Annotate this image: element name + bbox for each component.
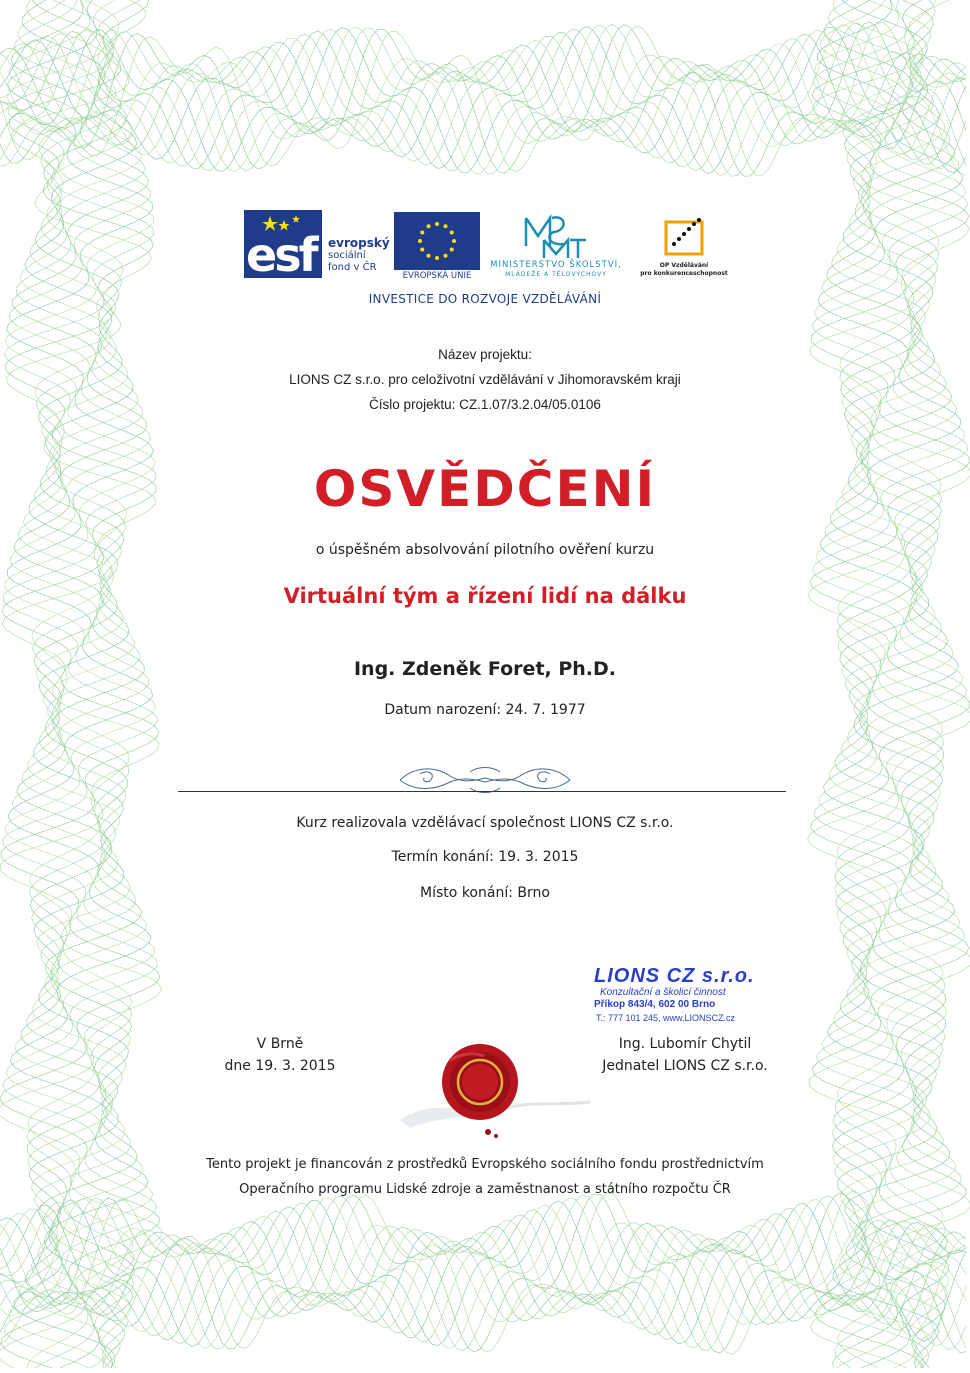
esf-line3: fond v ČR [328,262,377,273]
logo-row [244,210,734,285]
recipient-name: Ing. Zdeněk Foret, Ph.D. [353,658,617,680]
stamp-line4: T.: 777 101 245, www.LIONSCZ.cz [596,1013,736,1023]
stamp-line2: Konzultační a školicí činnost [600,987,726,998]
course-name: Virtuální tým a řízení lidí na dálku [283,584,687,608]
op-mark-icon [636,214,732,262]
project-name: LIONS CZ s.r.o. pro celoživotní vzdělávání v Jihomoravském kraji [289,372,681,387]
eu-flag-icon [394,212,480,270]
issue-date: dne 19. 3. 2015 [224,1058,336,1074]
esf-line1: evropský [328,236,390,250]
investment-tagline: INVESTICE DO ROZVOJE VZDĚLÁVÁNÍ [368,292,602,306]
op-logo [636,214,732,280]
stamp-title: LIONS CZ s.r.o. [594,965,755,987]
msmt-line2: MLÁDEŽE A TĚLOVÝCHOVY [505,271,607,278]
course-date: Termín konání: 19. 3. 2015 [391,849,579,865]
divider-line [178,791,786,792]
esf-line2: sociální [328,250,366,261]
funding-line1: Tento projekt je financován z prostředků Evropského sociálního fondu prostřednictvím [206,1157,764,1172]
company-stamp [590,965,790,1035]
eu-logo [394,212,480,282]
birth-date: Datum narození: 24. 7. 1977 [384,702,586,718]
eu-label: EVROPSKÁ UNIE [402,271,472,281]
funding-line2: Operačního programu Lidské zdroje a zaměstnanost a státního rozpočtu ČR [239,1182,731,1197]
signatory-role: Jednatel LIONS CZ s.r.o. [602,1058,768,1074]
op-line2: pro konkurenceschopnost [640,270,728,277]
msmt-logo [486,210,626,280]
project-number: Číslo projektu: CZ.1.07/3.2.04/05.0106 [369,397,601,412]
esf-mark: esf [246,228,316,282]
certificate-title: OSVĚDČENÍ [313,460,657,518]
certificate-subtitle: o úspěšném absolvování pilotního ověření kurzu [315,542,655,558]
project-label: Název projektu: [438,347,532,362]
esf-logo-box [244,210,322,282]
esf-logo [244,210,390,282]
msmt-line1: MINISTERSTVO ŠKOLSTVÍ, [490,260,622,270]
course-place: Místo konání: Brno [420,885,550,901]
stamp-line3: Příkop 843/4, 602 00 Brno [594,999,716,1010]
signatory-name: Ing. Lubomír Chytil [618,1036,752,1052]
issue-city: V Brně [256,1036,304,1052]
wax-seal-icon [380,1040,610,1140]
op-line1: OP Vzdělávání [659,262,709,269]
msmt-mark-icon [486,210,626,260]
course-provider: Kurz realizovala vzdělávací společnost LIONS CZ s.r.o. [296,815,674,831]
